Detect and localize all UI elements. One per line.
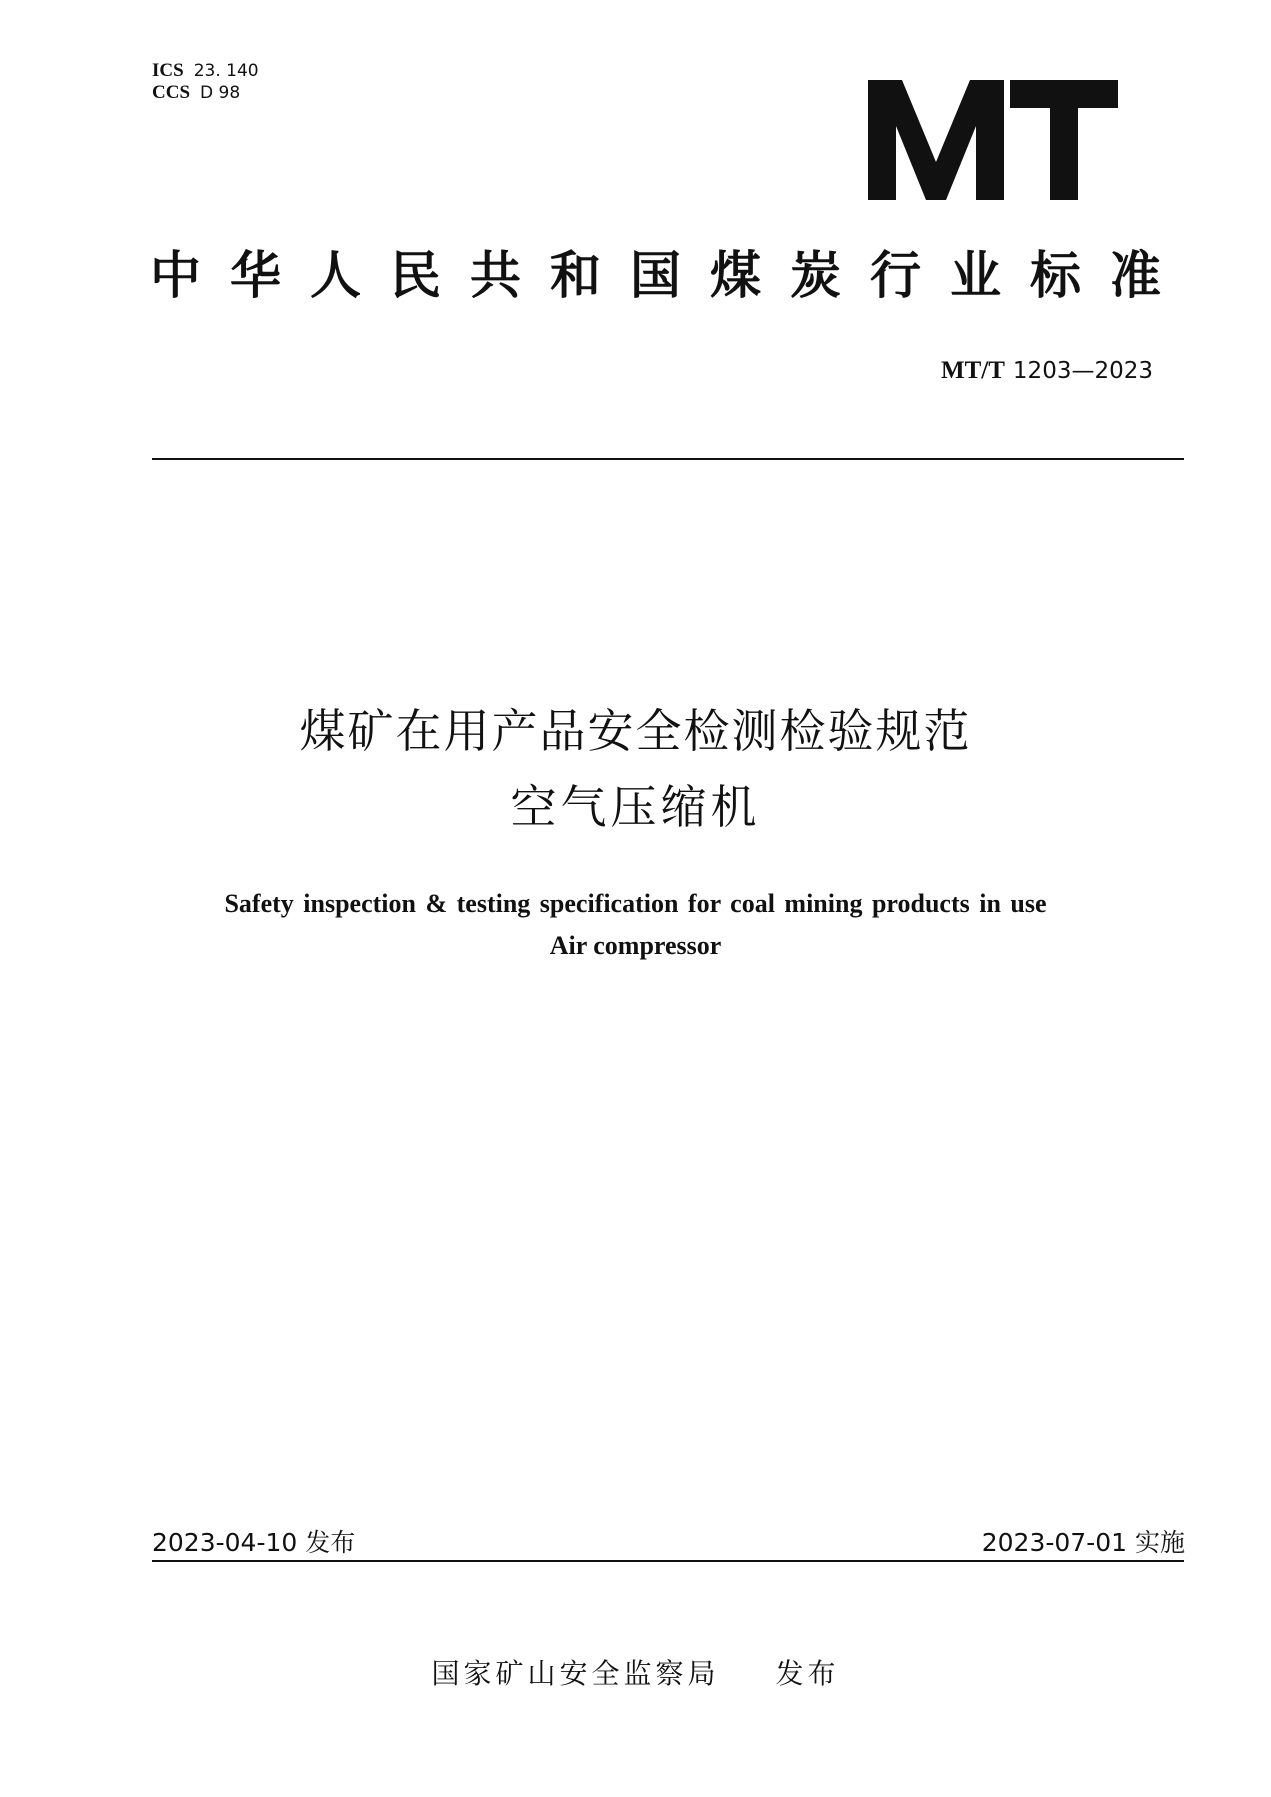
ccs-value: D 98	[200, 83, 241, 103]
standard-prefix: MT/T	[941, 357, 1005, 384]
issuer-org: 国家矿山安全监察局	[431, 1657, 720, 1690]
ics-label: ICS	[152, 60, 184, 81]
issuer	[0, 1652, 1271, 1692]
classification-codes	[152, 60, 259, 104]
standard-number	[941, 356, 1153, 385]
chinese-title-line2: 空气压缩机	[510, 780, 761, 834]
chinese-title-line1: 煤矿在用产品安全检测检验规范	[299, 704, 972, 758]
implementation-date: 2023-07-01 实施	[981, 1528, 1185, 1557]
bottom-divider	[152, 1560, 1184, 1562]
issue-date: 2023-04-10 发布	[152, 1528, 356, 1557]
issuer-action: 发布	[775, 1657, 840, 1690]
mt-logo	[868, 80, 1118, 200]
standard-code: 1203—2023	[1012, 358, 1153, 384]
ccs-label: CCS	[152, 82, 191, 103]
top-divider	[152, 458, 1184, 460]
ics-code	[152, 60, 259, 82]
mt-logo-mark	[868, 80, 1118, 200]
english-title-line1: Safety inspection & testing specification for coal mining products in use	[224, 889, 1047, 918]
issuing-authority-title: 中华人民共和国煤炭行业标准	[150, 247, 1191, 306]
ccs-code	[152, 82, 259, 104]
english-title-line2: Air compressor	[549, 931, 722, 960]
ics-value: 23. 140	[193, 61, 259, 81]
